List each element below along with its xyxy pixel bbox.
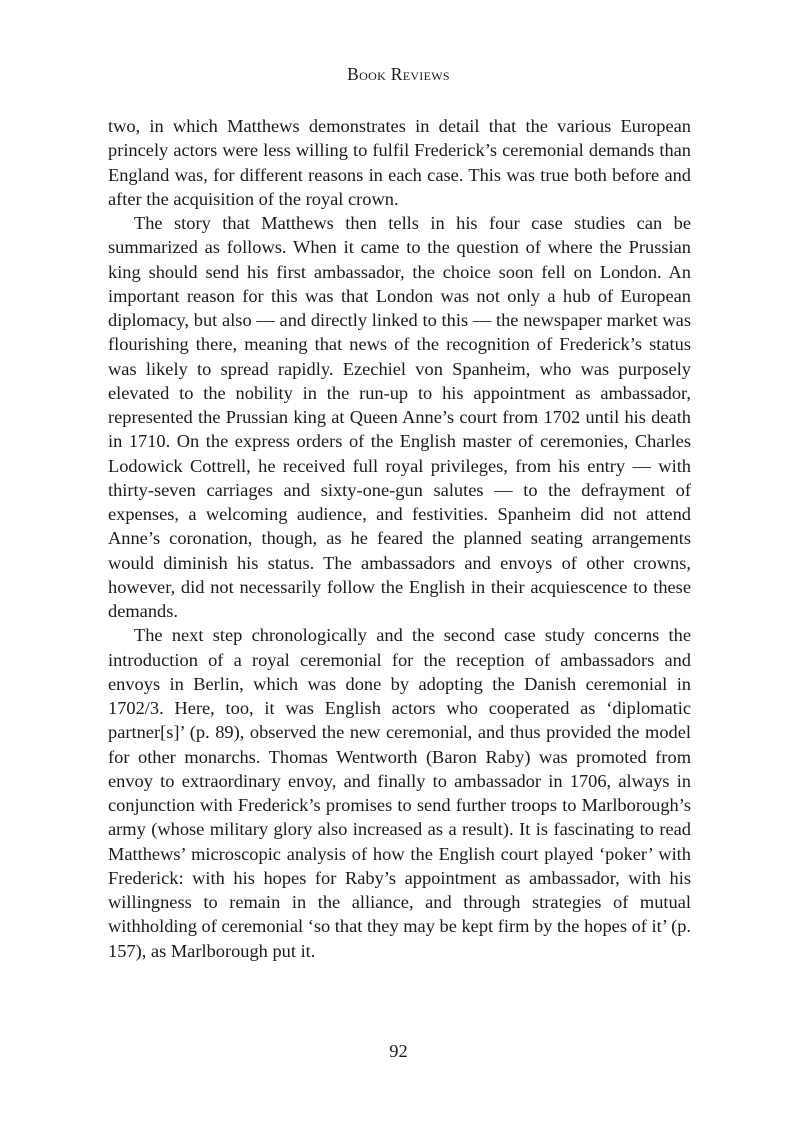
page-number: 92 [389, 1041, 408, 1061]
paragraph-continued: two, in which Matthews demonstrates in detail that the various European princely actors were less willing to fulfil Frederick’s ceremonial demands than England was, for different reasons in each case. This was true both before and after the acquisition of the royal crown. [108, 116, 691, 209]
paragraph: The story that Matthews then tells in his four case studies can be summarized as follows. When it came to the question of where the Prussian king should send his first ambassador, the choice soon fell on London. An important reason for this was that London was not only a hub of European diplomacy, but also — and directly linked to this — the newspaper market was flourishing there, meaning that news of the recognition of Frederick’s status was likely to spread rapidly. Ezechiel von Spanheim, who was purposely elevated to the nobility in the run-up to his appointment as ambassador, represented the Prussian king at Queen Anne’s court from 1702 until his death in 1710. On the express orders of the English master of ceremonies, Charles Lodowick Cottrell, he received full royal privileges, from his entry — with thirty-seven carriages and sixty-one-gun salutes — to the defrayment of expenses, a welcoming audience, and festivities. Spanheim did not attend Anne’s coronation, though, as he feared the planned seating arrangements would diminish his status. The ambassadors and envoys of other crowns, however, did not necessarily follow the English in their acquiescence to these demands. [108, 213, 691, 621]
body-text [108, 114, 691, 963]
paragraph: The next step chronologically and the second case study concerns the introduction of a royal ceremonial for the reception of ambassadors and envoys in Berlin, which was done by adopting the Danish ceremonial in 1702/3. Here, too, it was English actors who cooperated as ‘diplomatic partner[s]’ (p. 89), observed the new ceremonial, and thus provided the model for other monarchs. Thomas Wentworth (Baron Raby) was promoted from envoy to extraordinary envoy, and finally to ambassador in 1706, always in conjunction with Frederick’s promises to send further troops to Marlborough’s army (whose military glory also increased as a result). It is fascinating to read Matthews’ microscopic analysis of how the English court played ‘poker’ with Frederick: with his hopes for Raby’s appointment as ambassador, with his willingness to remain in the alliance, and through strategies of mutual withholding of ceremonial ‘so that they may be kept firm by the hopes of it’ (p. 157), as Marlborough put it. [108, 625, 691, 961]
running-head: Book Reviews [347, 64, 450, 84]
